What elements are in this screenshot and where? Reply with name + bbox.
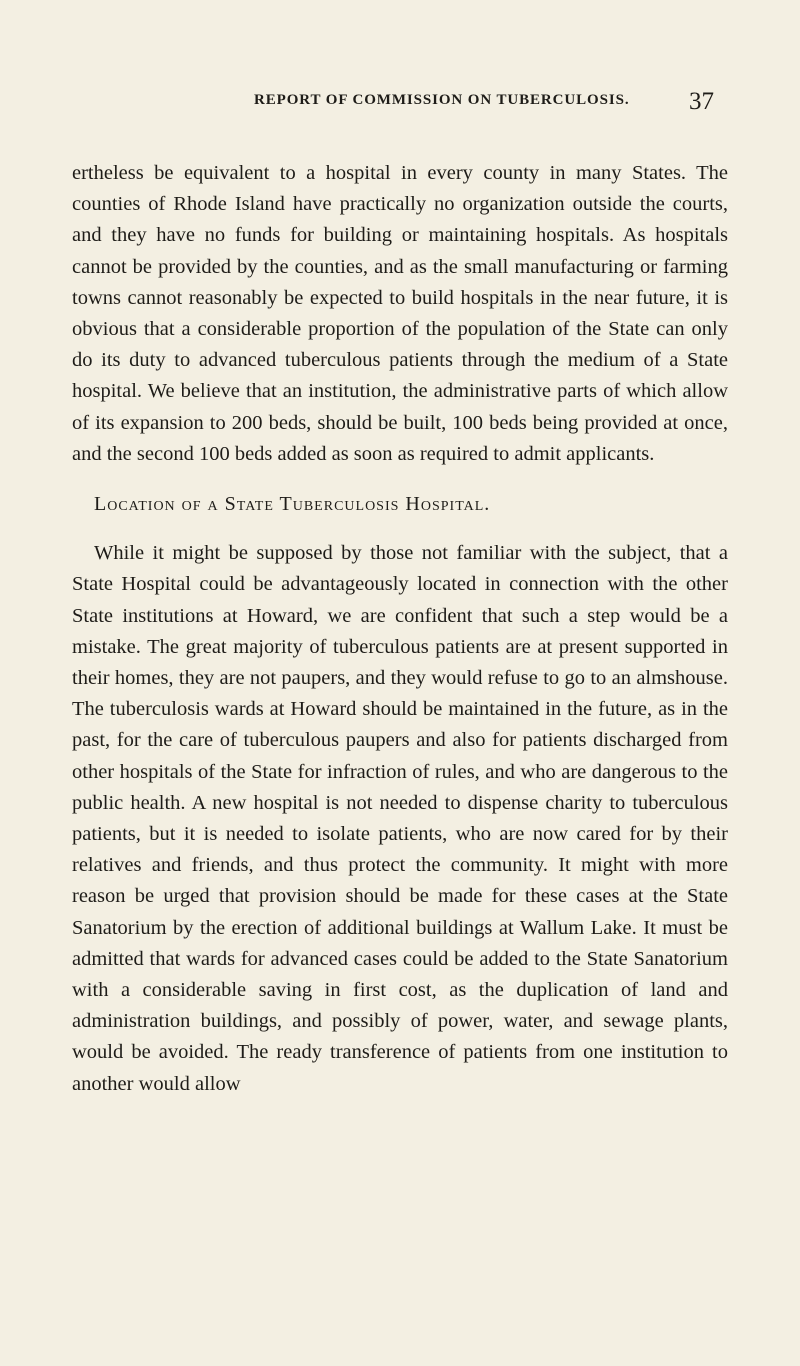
body-text <box>72 158 728 1100</box>
paragraph-location: While it might be supposed by those not familiar with the subject, that a State Hospital could be advantageously located in connection with the other State institutions at Howard, we are confident that such a step would be a mistake. The great majority of tuberculous patients are at present supported in their homes, they are not paupers, and they would refuse to go to an almshouse. The tuberculosis wards at Howard should be maintained in the future, as in the past, for the care of tuberculous paupers and also for patients discharged from other hospitals of the State for infraction of rules, and who are dangerous to the public health. A new hospital is not needed to dispense charity to tuberculous patients, but it is needed to isolate patients, who are now cared for by their relatives and friends, and thus protect the community. It might with more reason be urged that provision should be made for these cases at the State Sanatorium by the erection of additional buildings at Wallum Lake. It must be admitted that wards for advanced cases could be added to the State Sanatorium with a considerable saving in first cost, as the duplication of land and administration buildings, and possibly of power, water, and sewage plants, would be avoided. The ready transference of patients from one institution to another would allow <box>72 542 728 1095</box>
running-title: REPORT OF COMMISSION ON TUBERCULOSIS. <box>254 92 630 108</box>
paragraph-continued: ertheless be equivalent to a hospital in every county in many States. The counties of Rhode Island have practically no organization outside the courts, and they have no funds for building or maintaining hospitals. As hospitals cannot be provided by the counties, and as the small manufacturing or farming towns cannot reasonably be expected to build hospitals in the near future, it is obvious that a considerable proportion of the population of the State can only do its duty to advanced tuberculous patients through the medium of a State hospital. We believe that an institution, the administrative parts of which allow of its expansion to 200 beds, should be built, 100 beds being provided at once, and the second 100 beds added as soon as required to admit applicants. <box>72 162 728 465</box>
section-heading: Location of a State Tuberculosis Hospital. <box>94 493 491 516</box>
page-number: 37 <box>689 88 714 115</box>
running-header <box>0 88 800 118</box>
